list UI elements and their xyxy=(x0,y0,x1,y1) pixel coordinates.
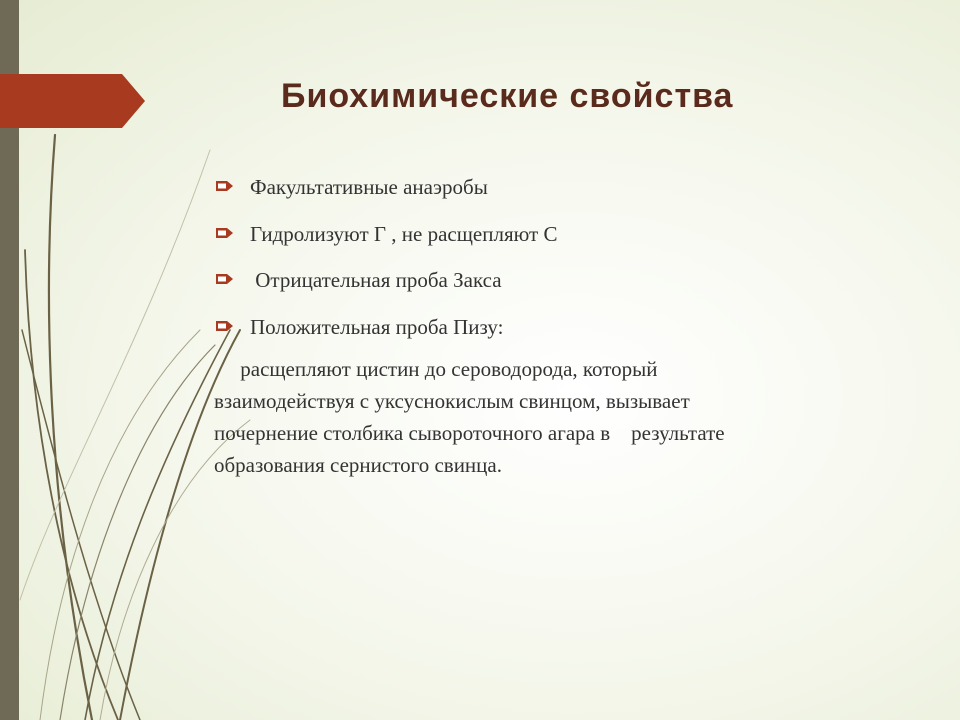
paragraph-line: взаимодействуя с уксуснокислым свинцом, вызывает xyxy=(214,389,690,413)
bullet-item xyxy=(216,312,916,342)
bullet-text: Гидролизуют Г , не расщепляют С xyxy=(250,221,558,246)
bullet-item xyxy=(216,172,916,202)
paragraph-line: расщепляют цистин до сероводорода, который xyxy=(214,357,658,381)
bullet-item xyxy=(216,265,916,295)
paragraph-line: образования сернистого свинца. xyxy=(214,453,502,477)
description-paragraph xyxy=(214,353,874,481)
arrow-banner-icon xyxy=(0,74,145,128)
paragraph-line: почернение столбика сывороточного агара в результате xyxy=(214,421,725,445)
bullet-text: Положительная проба Пизу: xyxy=(250,314,504,339)
bullet-item xyxy=(216,219,916,249)
bullet-text: Факультативные анаэробы xyxy=(250,175,488,199)
bullet-text: Отрицательная проба Закса xyxy=(250,268,502,292)
pencil-arrow-icon xyxy=(216,227,234,239)
slide-title: Биохимические свойства xyxy=(281,77,734,115)
pencil-arrow-icon xyxy=(216,180,234,192)
pencil-arrow-icon xyxy=(216,273,234,285)
pencil-arrow-icon xyxy=(216,320,234,332)
bullet-list xyxy=(216,172,916,358)
